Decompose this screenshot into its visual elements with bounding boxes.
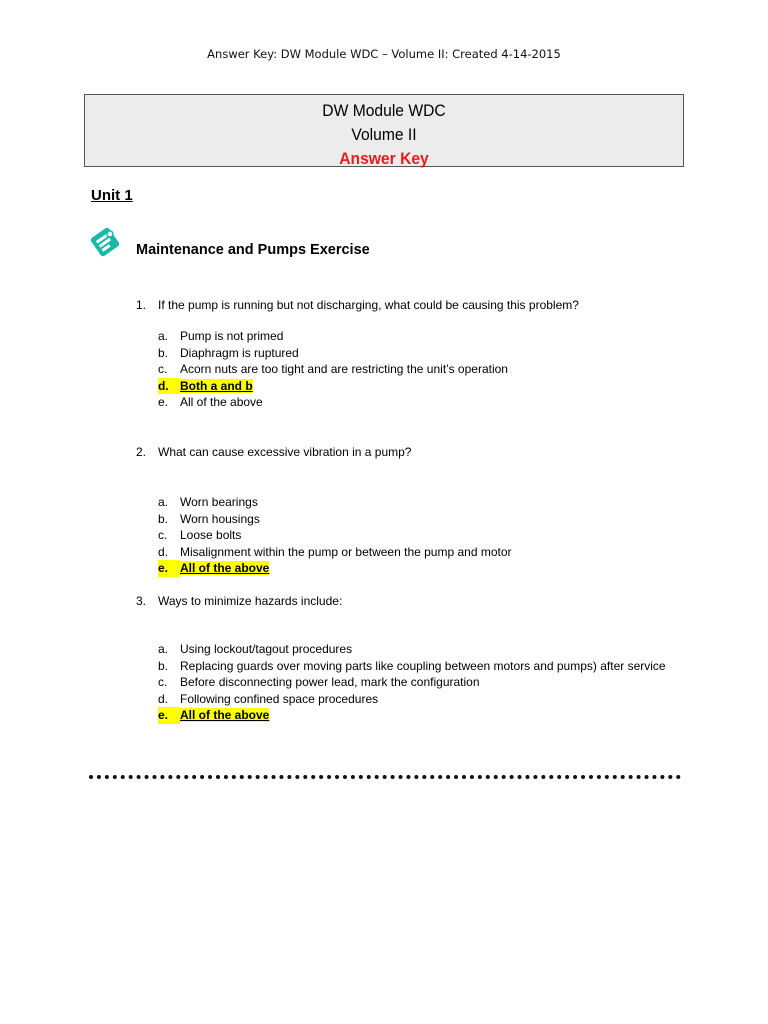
option-3d: d. Following confined space procedures <box>158 691 379 706</box>
question-text: Ways to minimize hazards include: <box>158 594 343 608</box>
question-1 <box>136 297 579 314</box>
title-line-module: DW Module WDC <box>322 101 446 120</box>
option-1d-answer: d. Both a and b <box>158 378 253 393</box>
exercise-title: Maintenance and Pumps Exercise <box>136 242 370 258</box>
option-3b: b. Replacing guards over moving parts like coupling between motors and pumps) after service <box>158 658 666 673</box>
question-text: If the pump is running but not discharging, what could be causing this problem? <box>158 298 579 312</box>
title-line-volume: Volume II <box>351 125 417 144</box>
option-1c: c. Acorn nuts are too tight and are restricting the unit’s operation <box>158 362 508 376</box>
option-2e-answer: e. All of the above <box>158 561 270 575</box>
title-line-answer-key: Answer Key <box>339 149 429 168</box>
unit-heading: Unit 1 <box>91 187 133 204</box>
option-3a: a. Using lockout/tagout procedures <box>158 642 353 656</box>
option-1b: b. Diaphragm is ruptured <box>158 345 299 360</box>
option-2b: b. Worn housings <box>158 511 260 526</box>
option-1e: e. All of the above <box>158 395 263 409</box>
question-number: 2. <box>136 445 147 459</box>
question-2-options <box>158 494 512 577</box>
question-text: What can cause excessive vibration in a pump? <box>158 445 412 459</box>
question-3-options <box>158 641 666 724</box>
question-number: 3. <box>136 594 147 608</box>
option-2c: c. Loose bolts <box>158 528 242 542</box>
question-2 <box>136 444 411 461</box>
question-number: 1. <box>136 298 147 312</box>
option-1a: a. Pump is not primed <box>158 329 284 343</box>
question-3 <box>136 593 342 610</box>
title-box <box>84 94 684 167</box>
option-3c: c. Before disconnecting power lead, mark the configuration <box>158 675 480 689</box>
page-header: Answer Key: DW Module WDC – Volume II: Created 4-14-2015 <box>207 47 561 61</box>
checklist-icon <box>88 225 122 259</box>
section-divider <box>89 775 681 779</box>
question-1-options <box>158 328 508 411</box>
option-3e-answer: e. All of the above <box>158 708 270 722</box>
option-2d: d. Misalignment within the pump or between the pump and motor <box>158 544 512 559</box>
option-2a: a. Worn bearings <box>158 495 258 509</box>
